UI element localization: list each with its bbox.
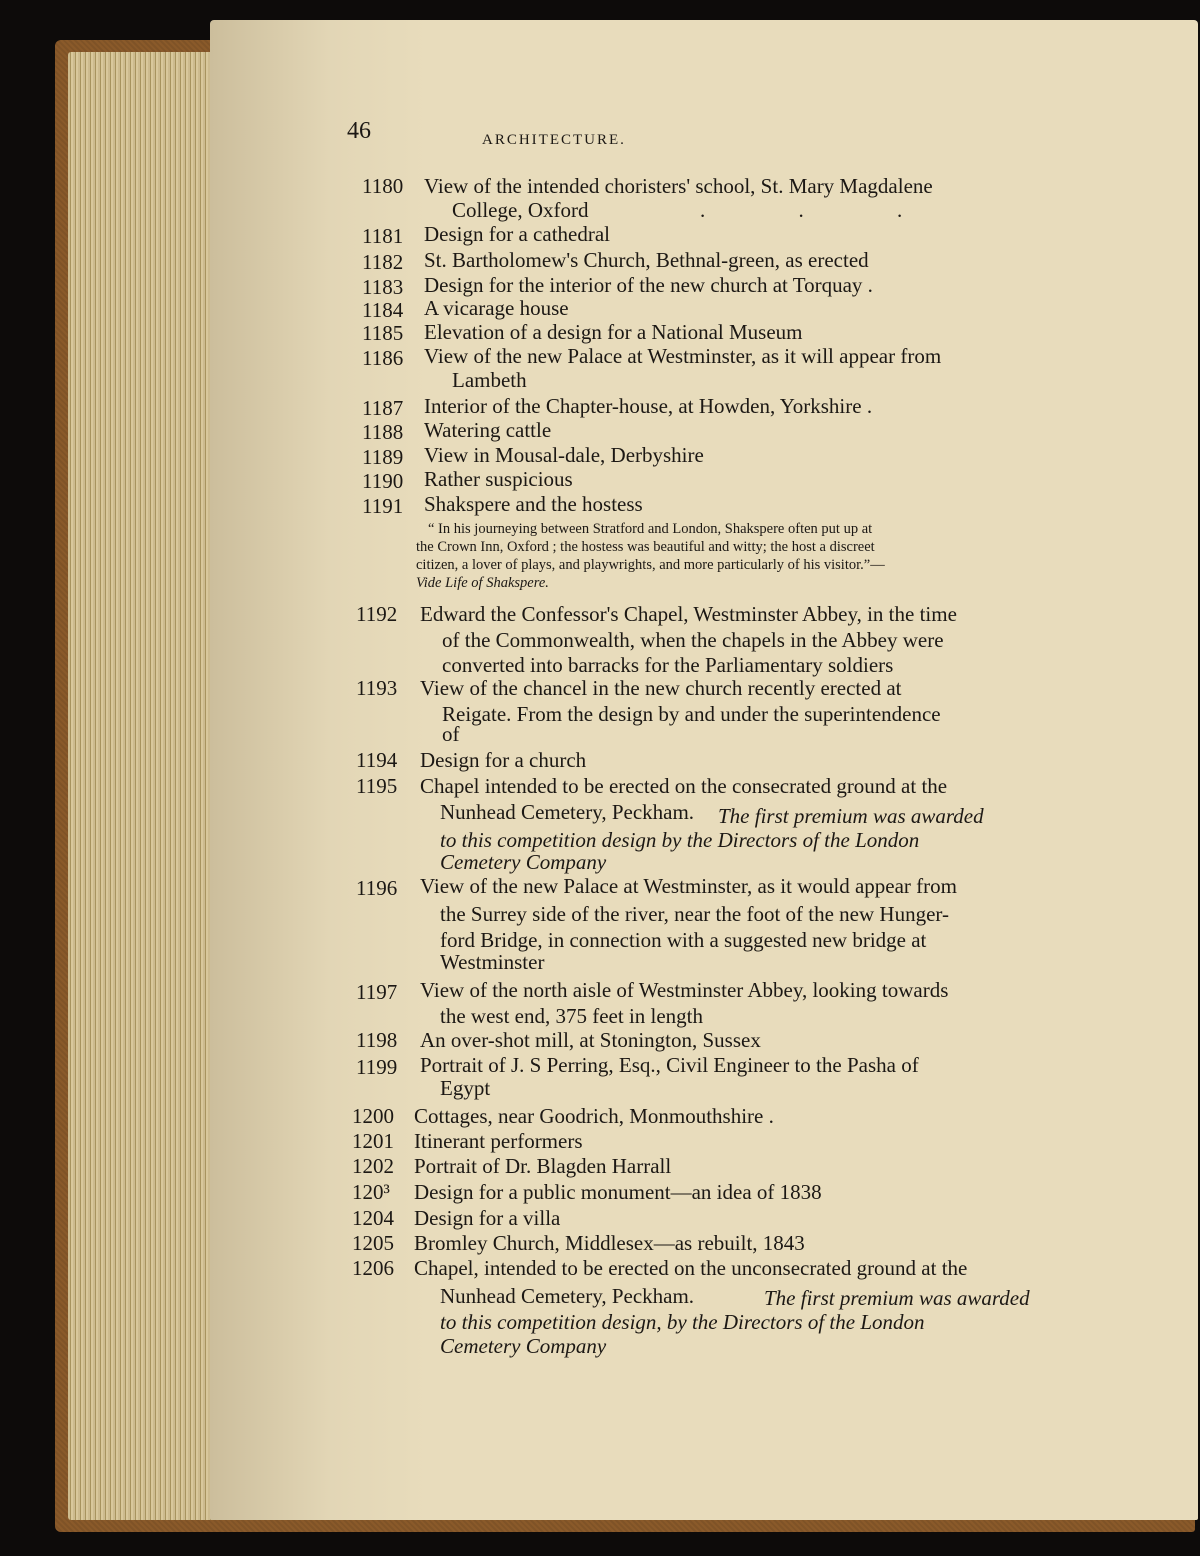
entry-title: Design for a villa	[414, 1206, 561, 1230]
quote-source: Vide Life of Shakspere.	[416, 575, 549, 591]
entry-title: Cottages, near Goodrich, Monmouthshire .	[414, 1104, 774, 1128]
entry-note: Cemetery Company	[440, 850, 607, 874]
entry-number: 1190	[362, 469, 404, 493]
entry-number: 1197	[356, 980, 398, 1004]
entry-title: Reigate. From the design by and under the superintendence	[442, 702, 941, 726]
entry-number: 1199	[356, 1055, 398, 1079]
entry-title: Nunhead Cemetery, Peckham.	[440, 1284, 695, 1308]
entry-number: 1193	[356, 676, 398, 700]
entry-title: Design for the interior of the new church at Torquay .	[424, 273, 873, 297]
entry-title: Elevation of a design for a National Museum	[424, 320, 803, 344]
entry-title: View of the new Palace at Westminster, as it would appear from	[420, 874, 957, 898]
entry-number: 1184	[362, 298, 404, 322]
leader-dots: . . .	[700, 198, 947, 222]
entry-title: Design for a public monument—an idea of 1838	[414, 1180, 822, 1204]
entry-title: Interior of the Chapter-house, at Howden, Yorkshire .	[424, 394, 873, 418]
entry-number: 1196	[356, 876, 398, 900]
entry-title: Watering cattle	[424, 418, 552, 442]
entry-number: 1206	[352, 1256, 394, 1280]
entry-title: A vicarage house	[424, 296, 569, 320]
entry-title: Nunhead Cemetery, Peckham.	[440, 800, 695, 824]
entry-title: Rather suspicious	[424, 467, 573, 491]
entry-title: the Surrey side of the river, near the foot of the new Hunger-	[440, 902, 949, 926]
entry-number: 1185	[362, 321, 404, 345]
entry-number: 120³	[352, 1180, 390, 1204]
entry-number: 1186	[362, 346, 404, 370]
entry-title: Bromley Church, Middlesex—as rebuilt, 1843	[414, 1231, 805, 1255]
entry-number: 1195	[356, 774, 398, 798]
entry-title: View in Mousal-dale, Derbyshire	[424, 443, 704, 467]
entry-title: Chapel, intended to be erected on the unconsecrated ground at the	[414, 1256, 968, 1280]
entry-number: 1192	[356, 602, 398, 626]
entry-number: 1200	[352, 1104, 394, 1128]
entry-title: Westminster	[440, 950, 545, 974]
quote-line: the Crown Inn, Oxford ; the hostess was beautiful and witty; the host a discreet	[416, 539, 875, 555]
entry-number: 1202	[352, 1154, 394, 1178]
entry-number: 1201	[352, 1129, 394, 1153]
entry-number: 1183	[362, 275, 404, 299]
entry-title: converted into barracks for the Parliamentary soldiers	[442, 653, 894, 677]
entry-title: Edward the Confessor's Chapel, Westminster Abbey, in the time	[420, 602, 957, 626]
quote-line: “ In his journeying between Stratford and London, Shakspere often put up at	[428, 521, 873, 537]
entry-title: Design for a church	[420, 748, 587, 772]
entry-number: 1181	[362, 224, 404, 248]
entry-title: Design for a cathedral	[424, 222, 610, 246]
entry-title: College, Oxford	[452, 198, 589, 222]
entry-number: 1198	[356, 1028, 398, 1052]
entry-title: of the Commonwealth, when the chapels in the Abbey were	[442, 628, 944, 652]
entry-number: 1182	[362, 250, 404, 274]
entry-title: the west end, 375 feet in length	[440, 1004, 704, 1028]
entry-number: 1194	[356, 748, 398, 772]
page-edges	[68, 52, 218, 1520]
entry-title: Chapel intended to be erected on the consecrated ground at the	[420, 774, 948, 798]
entry-number: 1191	[362, 494, 404, 518]
entry-note: The first premium was awarded	[764, 1286, 1030, 1310]
entry-title: Egypt	[440, 1076, 491, 1100]
entry-title: St. Bartholomew's Church, Bethnal-green, as erected	[424, 248, 869, 272]
entry-number: 1180	[362, 174, 404, 198]
entry-title: of	[442, 722, 460, 746]
entry-note: Cemetery Company	[440, 1334, 607, 1358]
entry-title: Portrait of Dr. Blagden Harrall	[414, 1154, 672, 1178]
entry-title: Shakspere and the hostess	[424, 492, 643, 516]
entry-note: to this competition design by the Directors of the London	[440, 828, 920, 852]
entry-title: An over-shot mill, at Stonington, Sussex	[420, 1028, 761, 1052]
entry-title: Lambeth	[452, 368, 527, 392]
entry-number: 1188	[362, 420, 404, 444]
entry-title: Portrait of J. S Perring, Esq., Civil Engineer to the Pasha of	[420, 1053, 919, 1077]
running-head: ARCHITECTURE.	[482, 132, 626, 148]
entry-title: Itinerant performers	[414, 1129, 583, 1153]
entry-number: 1204	[352, 1206, 394, 1230]
page-number: 46	[347, 118, 371, 144]
entry-number: 1189	[362, 445, 404, 469]
quote-line: citizen, a lover of plays, and playwrights, and more particularly of his visitor.”—	[416, 557, 885, 573]
entry-note: The first premium was awarded	[718, 804, 984, 828]
entry-title: View of the intended choristers' school, St. Mary Magdalene	[424, 174, 933, 198]
entry-title: View of the north aisle of Westminster Abbey, looking towards	[420, 978, 949, 1002]
entry-title: ford Bridge, in connection with a suggested new bridge at	[440, 928, 927, 952]
entry-title: View of the new Palace at Westminster, as it will appear from	[424, 344, 942, 368]
entry-note: to this competition design, by the Directors of the London	[440, 1310, 925, 1334]
entry-number: 1205	[352, 1231, 394, 1255]
entry-number: 1187	[362, 396, 404, 420]
entry-title: View of the chancel in the new church recently erected at	[420, 676, 902, 700]
